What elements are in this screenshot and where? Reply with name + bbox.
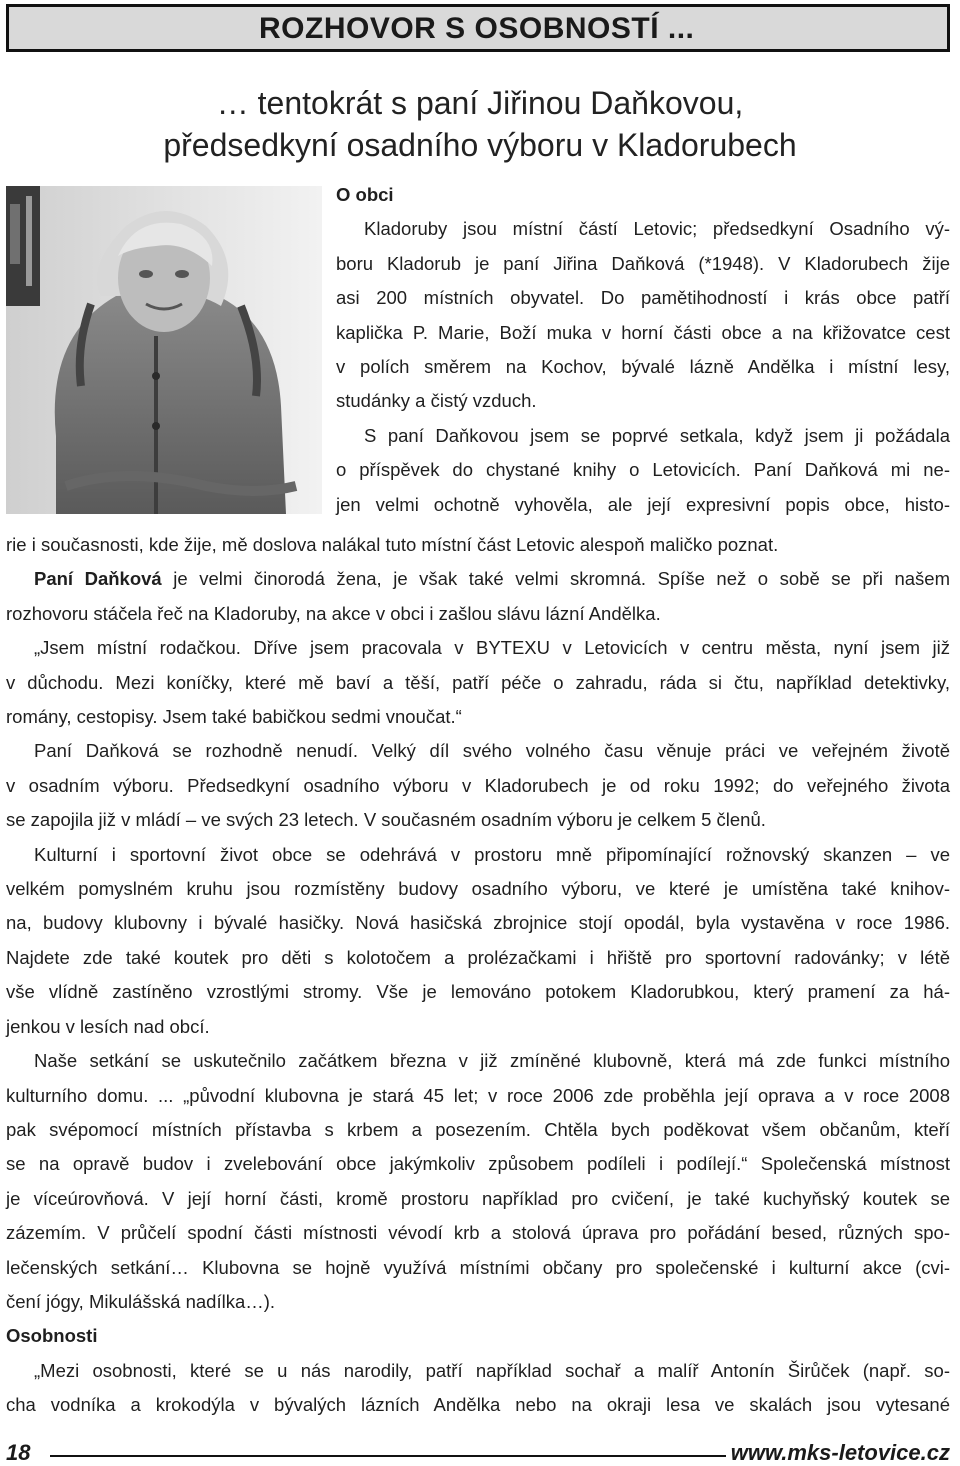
footer-divider	[50, 1455, 726, 1457]
text-line: „Mezi osobnosti, které se u nás narodily, patří například sochař a malíř Antonín Širůček (např. so-	[34, 1359, 950, 1381]
text-line: se na opravě budov i zvelebování obce jakýmkoliv způsobem podíleli i podílejí.“ Společenská místnost	[6, 1153, 950, 1175]
text-line: se zapojila již v mládí – ve svých 23 letech. V současném osadním výboru je celkem 5 členů.	[6, 809, 766, 831]
name-bold: Paní Daňková	[34, 568, 162, 590]
text-line: na, budovy klubovny i bývalé hasičky. Nová hasičská zbrojnice stojí opodál, byla vystavěna v roce 1986.	[6, 912, 950, 934]
text-line: čení jógy, Mikulášská nadílka…).	[6, 1290, 276, 1312]
text-line: v důchodu. Mezi koníčky, které mě baví a těší, patří péče o zahradu, ráda si čtu, například detektivky,	[6, 671, 950, 693]
title-line-2: předsedkyní osadního výboru v Kladorubech	[163, 127, 797, 163]
text-line: boru Kladorub je paní Jiřina Daňková (*1948). V Kladorubech žije	[336, 252, 950, 274]
text-line: o příspěvek do chystané knihy o Letovicích. Paní Daňková mi ne-	[336, 459, 950, 481]
text-line: S paní Daňkovou jsem se poprvé setkala, když jsem ji požádala	[364, 424, 950, 446]
text-line: „Jsem místní rodačkou. Dříve jsem pracovala v BYTEXU v Letovicích v centru města, nyní jsem již	[34, 637, 950, 659]
text-line: romány, cestopisy. Jsem také babičkou sedmi vnoučat.“	[6, 706, 462, 728]
text-span: je velmi činorodá žena, je však také velmi skromná. Spíše než o sobě se při našem	[161, 568, 950, 590]
text-line: je víceúrovňová. V její horní části, kromě prostoru například pro cvičení, je také kuchyňský koutek se	[6, 1187, 950, 1209]
section-heading-osobnosti: Osobnosti	[6, 1325, 98, 1347]
text-line: zázemím. V průčelí spodní části místnosti vévodí krb a stolová úprava pro pořádání besed, různých spo-	[6, 1222, 950, 1244]
section-heading-o-obci: O obci	[336, 184, 394, 205]
text-line	[6, 562, 950, 596]
article-title	[0, 82, 960, 166]
section-title: ROZHOVOR S OSOBNOSTÍ ...	[259, 12, 695, 45]
portrait-photo	[6, 186, 322, 514]
text-line: vše vlídně zastíněno vzrostlými stromy. Vše je lemováno potokem Kladorubkou, který pramení za há-	[6, 981, 950, 1003]
title-line-1: … tentokrát s paní Jiřinou Daňkovou,	[216, 85, 744, 121]
text-line: studánky a čistý vzduch.	[336, 390, 537, 412]
text-line: Kulturní i sportovní život obce se odehrává v prostoru mně připomínající rožnovský skanzen – ve	[34, 843, 950, 865]
intro-wrapped-text	[336, 178, 950, 522]
text-line: rie i současnosti, kde žije, mě doslova nalákal tuto místní část Letovic alespoň maličko poznat.	[6, 534, 779, 555]
text-line: Naše setkání se uskutečnilo začátkem března v již zmíněné klubovně, která má zde funkci místního	[34, 1050, 950, 1072]
text-line: jen velmi ochotně vyhověla, ale její expresivní popis obce, histo-	[336, 493, 950, 515]
text-line: pak svépomocí místních přístavba s krbem a posezením. Chtěla bych poděkovat všem občanům, kteří	[6, 1118, 950, 1140]
text-line: Najdete zde také koutek pro děti s kolotočem a prolézačkami i hřiště pro sportovní radovánky; v létě	[6, 946, 950, 968]
text-line: kaplička P. Marie, Boží muka v horní části obce a na křižovatce cest	[336, 321, 950, 343]
text-line: rozhovoru stáčela řeč na Kladoruby, na akce v obci i zašlou slávu lázní Andělka.	[6, 602, 661, 624]
text-line: velkém pomyslném kruhu jsou rozmístěny budovy osadního výboru, ve které je umístěna také knihov-	[6, 878, 950, 900]
text-line: v polích směrem na Kochov, bývalé lázně Andělka i místní lesy,	[336, 356, 950, 378]
text-line: Kladoruby jsou místní částí Letovic; předsedkyní Osadního vý-	[364, 218, 950, 240]
text-line: asi 200 místních obyvatel. Do pamětihodností i krás obce patří	[336, 287, 950, 309]
text-line: lečenských setkání… Klubovna se hojně využívá místními občany pro společenské i kulturní akce (cvi-	[6, 1256, 950, 1278]
section-header	[6, 4, 950, 52]
text-line: cha vodníka a krokodýla v bývalých lázních Andělka nebo na okraji lesa ve skalách jsou vytesané	[6, 1394, 950, 1416]
page-number: 18	[6, 1440, 31, 1465]
footer-url: www.mks-letovice.cz	[730, 1440, 950, 1465]
text-line: jenkou v lesích nad obcí.	[6, 1015, 210, 1037]
text-line: Paní Daňková se rozhodně nenudí. Velký díl svého volného času věnuje práci ve veřejném životě	[34, 740, 950, 762]
article-body	[6, 528, 950, 1423]
text-line: v osadním výboru. Předsedkyní osadního výboru v Kladorubech je od roku 1992; do veřejného života	[6, 774, 950, 796]
text-line: kulturního domu. ... „původní klubovna je stará 45 let; v roce 2006 zde proběhla její oprava a v roce 2008	[6, 1084, 950, 1106]
